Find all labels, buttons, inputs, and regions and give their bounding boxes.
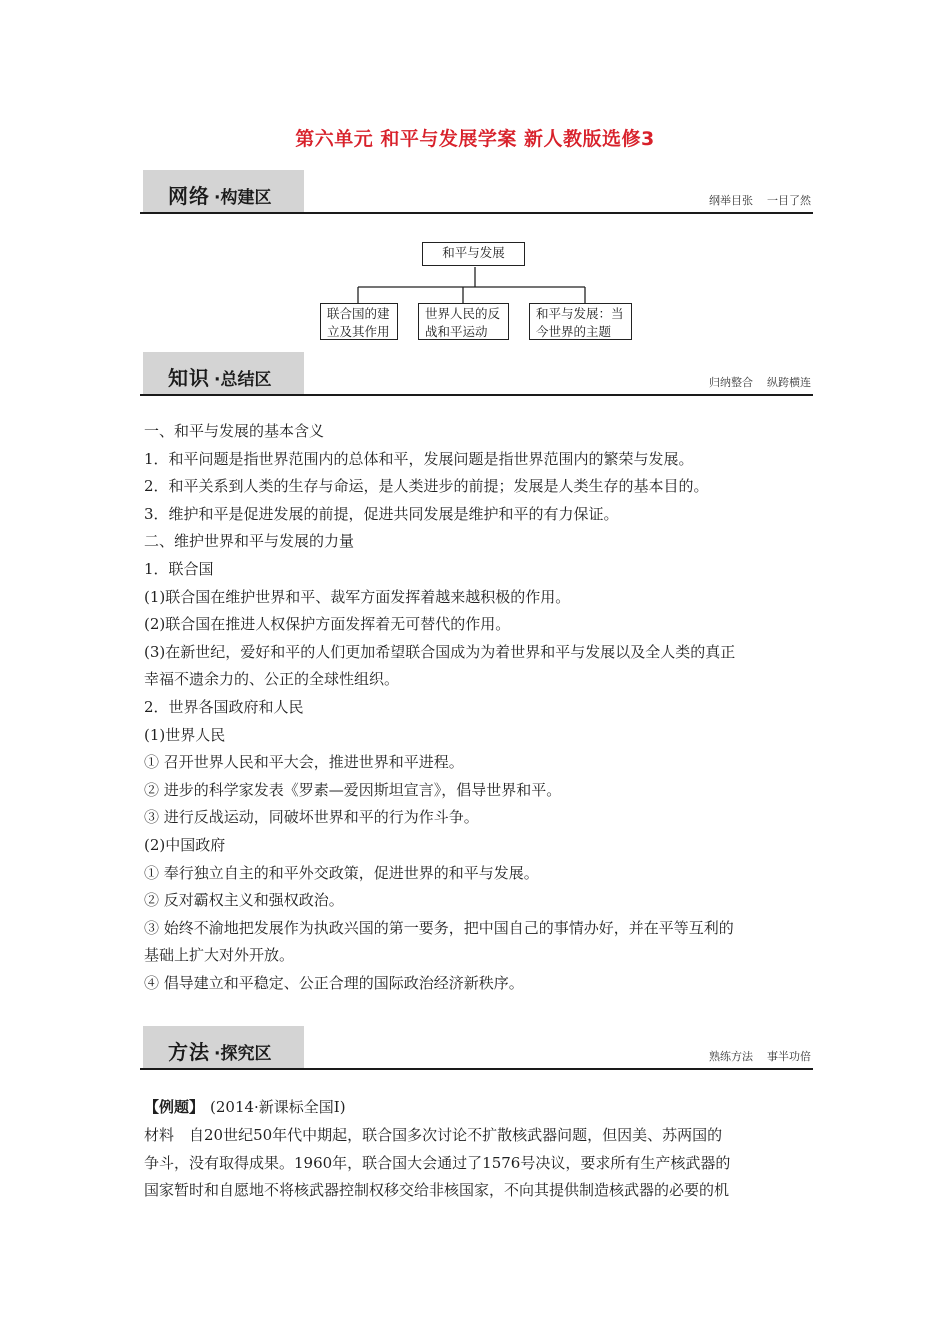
diagram-child-line: 联合国的建 — [327, 306, 390, 321]
section-heading — [168, 180, 271, 209]
summary-line: ③ 始终不渝地把发展作为执政兴国的第一要务，把中国自己的事情办好，并在平等互利的 — [144, 918, 734, 937]
diagram-child-line: 世界人民的反 — [425, 306, 501, 321]
summary-line: 1．和平问题是指世界范围内的总体和平，发展问题是指世界范围内的繁荣与发展。 — [144, 449, 694, 468]
section-rule — [140, 212, 813, 214]
summary-line: 幸福不遗余力的、公正的全球性组织。 — [144, 670, 400, 689]
diagram-child-line: 今世界的主题 — [536, 324, 612, 339]
diagram-child-node — [529, 303, 632, 340]
example-line: 材料 自20世纪50年代中期起，联合国多次讨论不扩散核武器问题，但因美、苏两国的 — [144, 1125, 723, 1144]
section-heading-sub: ·构建区 — [214, 188, 272, 208]
section-heading — [168, 1036, 271, 1065]
diagram-child-node — [320, 303, 398, 340]
section-rule — [140, 1068, 813, 1070]
example-line: 国家暂时和自愿地不将核武器控制权移交给非核国家，不向其提供制造核武器的必要的机 — [144, 1181, 730, 1200]
summary-line: 二、维护世界和平与发展的力量 — [144, 532, 355, 551]
section-heading — [168, 362, 271, 391]
summary-line: 基础上扩大对外开放。 — [144, 946, 295, 965]
section-header-network — [140, 170, 813, 214]
summary-line: 3．维护和平是促进发展的前提，促进共同发展是维护和平的有力保证。 — [144, 504, 619, 523]
summary-line: ③ 进行反战运动，同破坏世界和平的行为作斗争。 — [144, 808, 479, 827]
example-header — [144, 1094, 816, 1122]
diagram-child-node — [418, 303, 509, 340]
summary-line: (1)世界人民 — [144, 725, 226, 744]
summary-line: 一、和平与发展的基本含义 — [144, 422, 325, 440]
summary-line: 2．世界各国政府和人民 — [144, 697, 304, 716]
page-title: 第六单元 和平与发展学案 新人教版选修3 — [295, 128, 655, 150]
diagram-root-label: 和平与发展 — [442, 245, 505, 260]
section-heading-main: 知识 — [168, 366, 210, 390]
section-slogan: 纲举目张 一目了然 — [709, 194, 811, 207]
example-label: 【例题】 — [144, 1098, 205, 1116]
example-line: 争斗，没有取得成果。1960年，联合国大会通过了1576号决议，要求所有生产核武器的 — [144, 1153, 731, 1172]
summary-line: ④ 倡导建立和平稳定、公正合理的国际政治经济新秩序。 — [144, 973, 524, 992]
summary-line: (3)在新世纪，爱好和平的人们更加希望联合国成为为着世界和平与发展以及全人类的真正 — [144, 642, 736, 661]
section-heading-main: 方法 — [168, 1040, 210, 1064]
example-source: (2014·新课标全国Ⅰ) — [210, 1098, 346, 1116]
section-slogan: 熟练方法 事半功倍 — [709, 1050, 811, 1063]
example-body — [144, 1094, 816, 1205]
summary-line: ① 召开世界人民和平大会，推进世界和平进程。 — [144, 753, 464, 772]
summary-line: ① 奉行独立自主的和平外交政策，促进世界的和平与发展。 — [144, 863, 539, 882]
summary-line: (2)联合国在推进人权保护方面发挥着无可替代的作用。 — [144, 615, 511, 634]
diagram-child-line: 和平与发展：当 — [536, 306, 624, 321]
section-rule — [140, 394, 813, 396]
summary-line: ② 进步的科学家发表《罗素—爱因斯坦宣言》，倡导世界和平。 — [144, 780, 562, 799]
diagram-child-line: 战和平运动 — [425, 324, 488, 339]
diagram-child-line: 立及其作用 — [327, 324, 390, 339]
summary-line: (2)中国政府 — [144, 835, 226, 854]
summary-line: (1)联合国在维护世界和平、裁军方面发挥着越来越积极的作用。 — [144, 587, 571, 606]
section-heading-sub: ·探究区 — [214, 1044, 272, 1064]
section-heading-sub: ·总结区 — [214, 370, 272, 390]
summary-line: ② 反对霸权主义和强权政治。 — [144, 891, 344, 910]
knowledge-diagram — [320, 242, 632, 340]
section-header-knowledge — [140, 352, 813, 396]
summary-body — [144, 418, 816, 997]
section-header-method — [140, 1026, 813, 1070]
section-slogan: 归纳整合 纵跨横连 — [709, 376, 811, 389]
summary-line: 2．和平关系到人类的生存与命运，是人类进步的前提；发展是人类生存的基本目的。 — [144, 477, 709, 496]
diagram-root-node — [422, 242, 525, 266]
summary-line: 1．联合国 — [144, 559, 214, 578]
section-heading-main: 网络 — [168, 184, 210, 208]
